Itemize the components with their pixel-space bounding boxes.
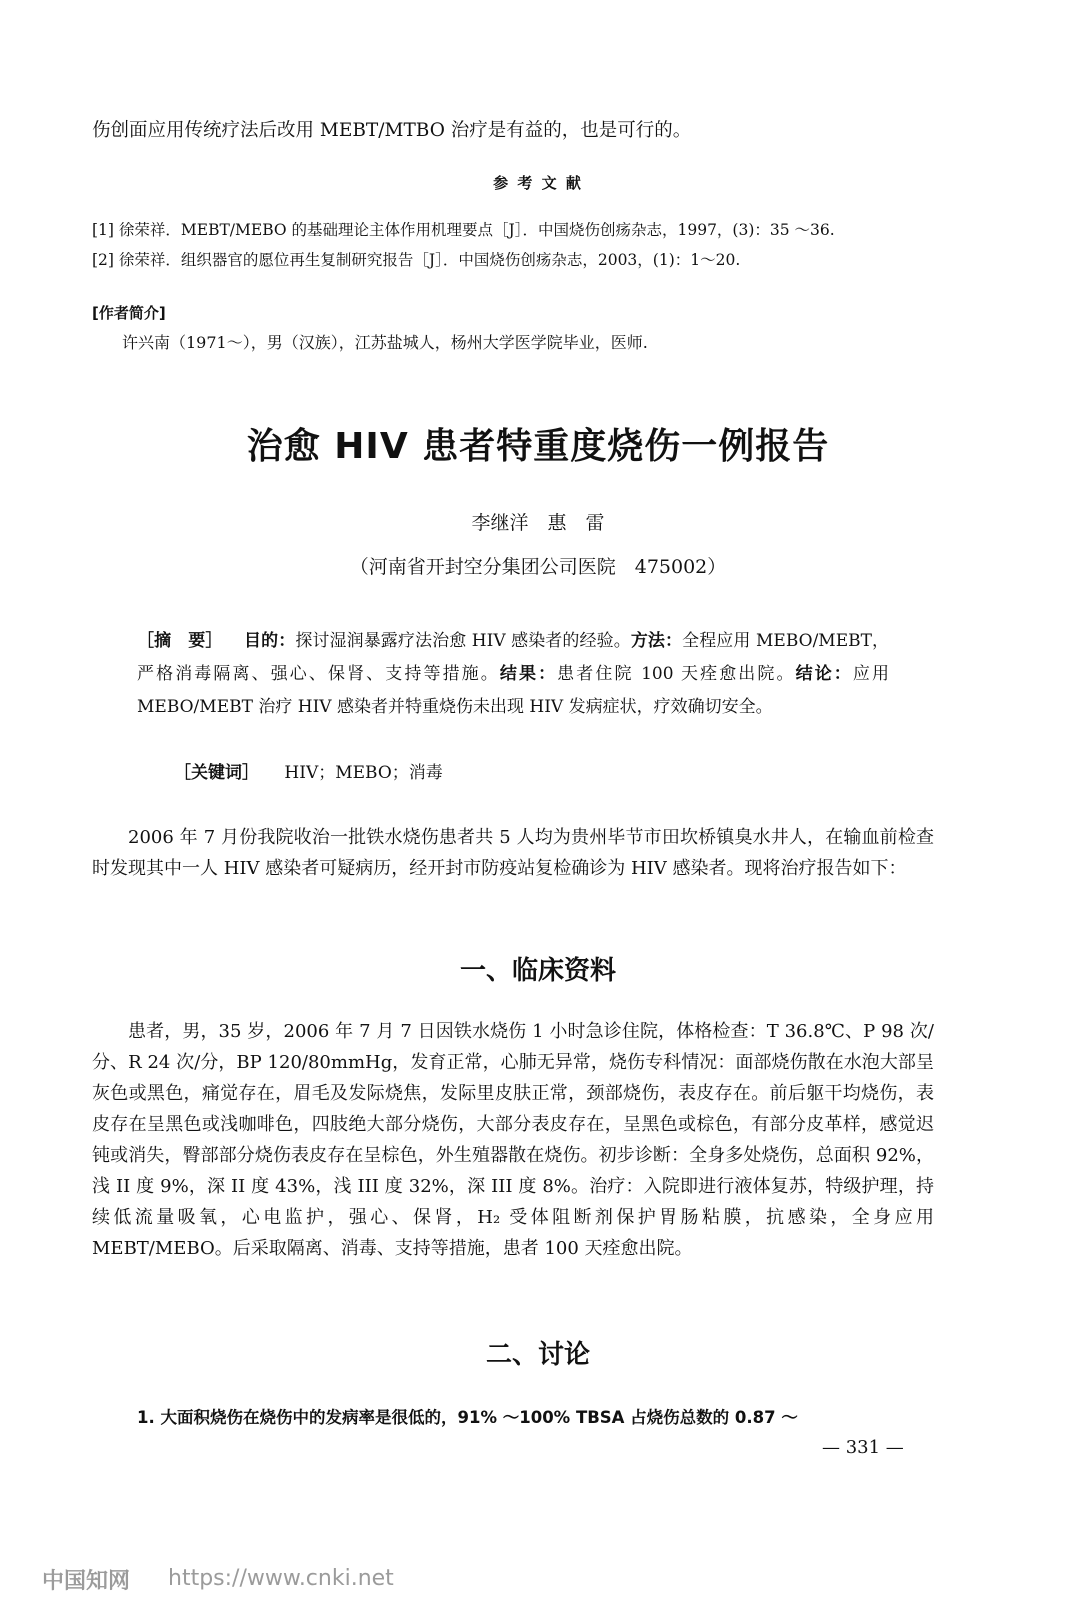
intro-paragraph: 2006 年 7 月份我院收治一批铁水烧伤患者共 5 人均为贵州毕节市田坎桥镇臭水井人，在输血前检查时发现其中一人 HIV 感染者可疑病历，经开封市防疫站复检确诊为 HIV 感染者。现将治疗报告如下：	[92, 827, 934, 879]
abstract-conclusion: 应用 MEBO/MEBT 治疗 HIV 感染者并特重烧伤未出现 HIV 发病症状，疗效确切安全。	[137, 664, 890, 717]
article-affiliation: （河南省开封空分集团公司医院 475002）	[349, 556, 727, 578]
abstract-label: ［摘 要］	[137, 631, 223, 651]
page-number: — 331 —	[822, 1437, 904, 1458]
discussion-paragraph: 1. 大面积烧伤在烧伤中的发病率是很低的，91% ～100% TBSA 占烧伤总数的 0.87 ～	[137, 1408, 798, 1427]
reference-item: [2] 徐荣祥．组织器官的愿位再生复制研究报告［J］．中国烧伤创疡杂志，2003，(1)：1～20.	[92, 251, 741, 269]
abstract-objective: 探讨湿润暴露疗法治愈 HIV 感染者的经验。	[295, 631, 631, 651]
author-bio-heading: [作者简介]	[92, 304, 166, 322]
reference-item: [1] 徐荣祥．MEBT/MEBO 的基础理论主体作用机理要点［J］．中国烧伤创疡杂志，1997，(3)：35 ～36.	[92, 221, 835, 239]
abstract-result: 患者住院 100 天痊愈出院。	[557, 664, 796, 684]
abstract-method-label: 方法：	[630, 631, 683, 651]
section-heading-clinical-data: 一、临床资料	[459, 956, 616, 986]
abstract-block	[137, 625, 889, 724]
abstract-result-label: 结果：	[499, 664, 558, 684]
article-authors: 李继洋 惠 雷	[471, 512, 605, 534]
references-heading: 参 考 文 献	[493, 174, 583, 192]
abstract-objective-label: 目的：	[244, 631, 296, 651]
abstract-method: 全程应用 MEBO/MEBT，严格消毒隔离、强心、保肾、支持等措施。	[137, 631, 890, 684]
keywords-line	[174, 758, 443, 783]
cnki-logo: 中国知网	[42, 1569, 131, 1594]
clinical-data-paragraph: 患者，男，35 岁，2006 年 7 月 7 日因铁水烧伤 1 小时急诊住院，体格检查：T 36.8℃、P 98 次/分、R 24 次/分，BP 120/80mmHg，发育正常，心肺无异常，烧伤专科情况：面部烧伤散在水泡大部呈灰色或黑色，痛觉存在，眉毛及发际烧焦，发际里皮肤正常，颈部烧伤，表皮存在。前后躯干均烧伤，表皮存在呈黑色或浅咖啡色，四肢绝大部分烧伤，大部分表皮存在，呈黑色或棕色，有部分皮革样，感觉迟钝或消失，臀部部分烧伤表皮存在呈棕色，外生殖器散在烧伤。初步诊断：全身多处烧伤，总面积 92%，浅 II 度 9%，深 II 度 43%，浅 III 度 32%，深 III 度 8%。治疗：入院即进行液体复苏，特级护理，持续低流量吸氧，心电监护，强心、保肾，H₂ 受体阻断剂保护胃肠粘膜，抗感染，全身应用 MEBT/MEBO。后采取隔离、消毒、支持等措施，患者 100 天痊愈出院。	[92, 1021, 934, 1259]
abstract-conclusion-label: 结论：	[795, 664, 853, 684]
keywords: HIV；MEBO；消毒	[284, 763, 443, 783]
section-heading-discussion: 二、讨论	[485, 1340, 590, 1370]
author-bio-text: 许兴南（1971～），男（汉族），江苏盐城人，杨州大学医学院毕业，医师.	[122, 333, 648, 352]
article-title: 治愈 HIV 患者特重度烧伤一例报告	[246, 426, 830, 467]
continued-text-line: 伤创面应用传统疗法后改用 MEBT/MTBO 治疗是有益的，也是可行的。	[92, 120, 692, 141]
cnki-url-link[interactable]: https://www.cnki.net	[168, 1566, 394, 1591]
keywords-label: ［关键词］	[174, 763, 259, 783]
